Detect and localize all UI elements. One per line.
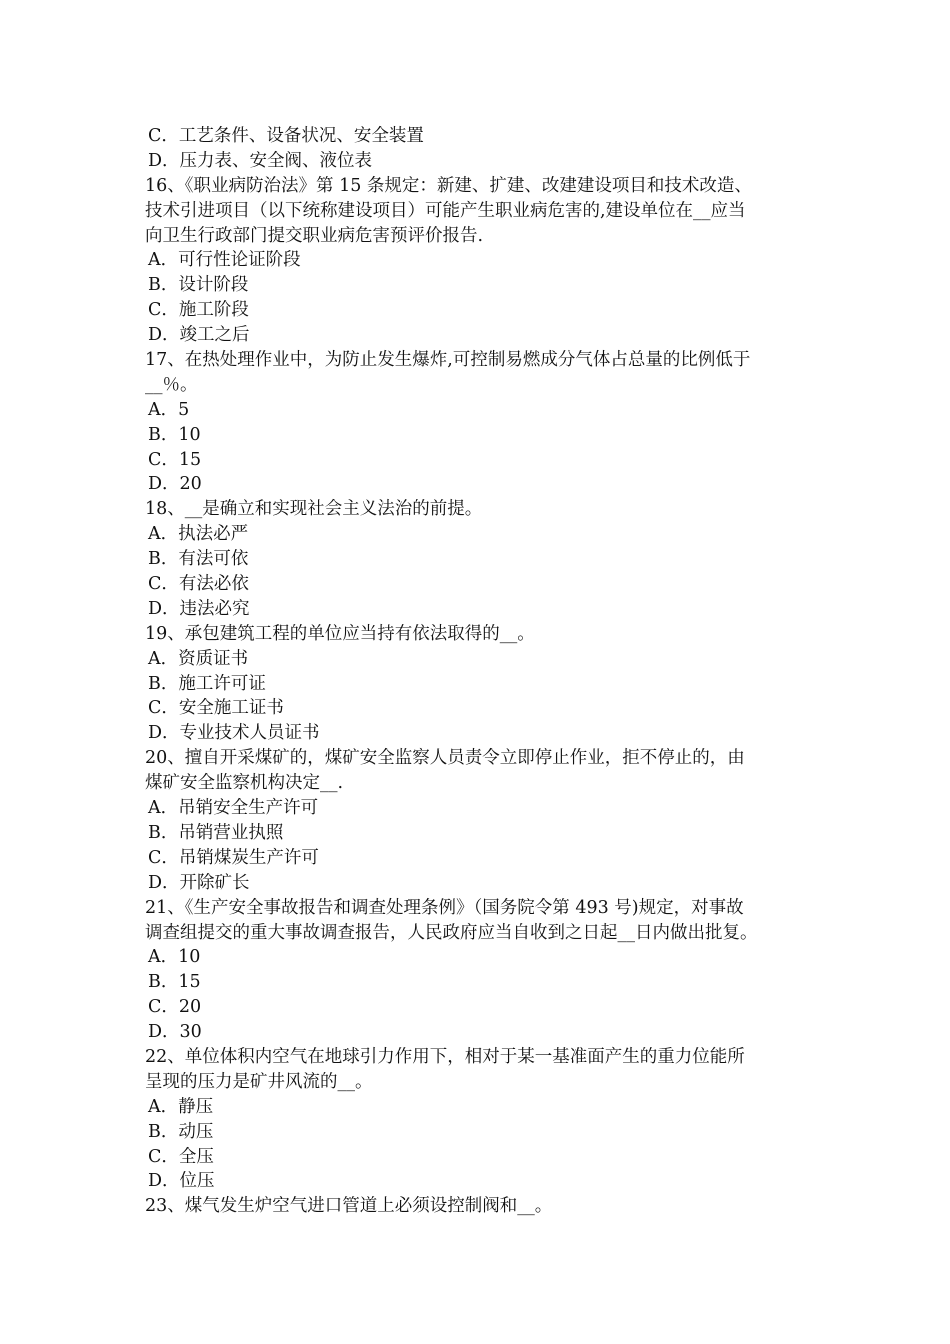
answer-option: B．施工许可证 (148, 673, 266, 694)
question-text-line: 17、在热处理作业中，为防止发生爆炸,可控制易燃成分气体占总量的比例低于 (145, 350, 751, 371)
document-page (145, 124, 810, 1219)
answer-option: B．设计阶段 (148, 275, 249, 296)
answer-option: C．施工阶段 (148, 300, 249, 321)
question-text-line: 向卫生行政部门提交职业病危害预评价报告. (145, 225, 484, 246)
answer-option: A．吊销安全生产许可 (148, 798, 319, 819)
answer-option: C．有法必依 (148, 574, 249, 595)
answer-option: D．压力表、安全阀、液位表 (148, 150, 373, 171)
answer-option: C．20 (148, 997, 202, 1018)
answer-option: D．竣工之后 (148, 325, 250, 346)
answer-option: D．位压 (148, 1171, 215, 1192)
question-text-line: 22、单位体积内空气在地球引力作用下，相对于某一基准面产生的重力位能所 (145, 1046, 745, 1067)
answer-option: D．专业技术人员证书 (148, 723, 320, 744)
question-text-line: 16、《职业病防治法》第 15 条规定：新建、扩建、改建建设项目和技术改造、 (145, 175, 752, 196)
question-text-line: 调查组提交的重大事故调查报告，人民政府应当自收到之日起__日内做出批复。 (145, 922, 758, 943)
answer-option: A．10 (148, 947, 201, 968)
answer-option: A．资质证书 (148, 648, 249, 669)
question-text-line: 20、擅自开采煤矿的，煤矿安全监察人员责令立即停止作业，拒不停止的，由 (145, 748, 745, 769)
answer-option: C．安全施工证书 (148, 698, 284, 719)
question-text-line: 19、承包建筑工程的单位应当持有依法取得的__。 (145, 623, 535, 644)
answer-option: B．动压 (148, 1121, 214, 1142)
answer-option: A．5 (148, 399, 190, 420)
answer-option: C．15 (148, 449, 202, 470)
answer-option: D．30 (148, 1022, 202, 1043)
answer-option: D．开除矿长 (148, 872, 250, 893)
answer-option: A．执法必严 (148, 524, 249, 545)
answer-option: B．15 (148, 972, 201, 993)
question-text-line: __％。 (145, 374, 198, 395)
answer-option: C．吊销煤炭生产许可 (148, 847, 319, 868)
question-text-line: 呈现的压力是矿井风流的__。 (145, 1071, 373, 1092)
answer-option: C．全压 (148, 1146, 214, 1167)
answer-option: C．工艺条件、设备状况、安全装置 (148, 126, 424, 146)
question-text-line: 煤矿安全监察机构决定__. (145, 773, 344, 794)
question-text-line: 18、__是确立和实现社会主义法治的前提。 (145, 499, 483, 520)
answer-option: B．吊销营业执照 (148, 822, 284, 843)
question-text-line: 21、《生产安全事故报告和调查处理条例》（国务院令第 493 号)规定，对事故 (145, 897, 744, 918)
answer-option: D．20 (148, 474, 202, 495)
answer-option: B．有法可依 (148, 549, 249, 570)
answer-option: D．违法必究 (148, 598, 250, 619)
answer-option: A．可行性论证阶段 (148, 250, 301, 271)
answer-option: B．10 (148, 424, 201, 445)
question-text-line: 技术引进项目（以下统称建设项目）可能产生职业病危害的,建设单位在__应当 (145, 200, 746, 221)
question-text-line: 23、煤气发生炉空气进口管道上必须设控制阀和__。 (145, 1196, 553, 1217)
answer-option: A．静压 (148, 1096, 214, 1117)
